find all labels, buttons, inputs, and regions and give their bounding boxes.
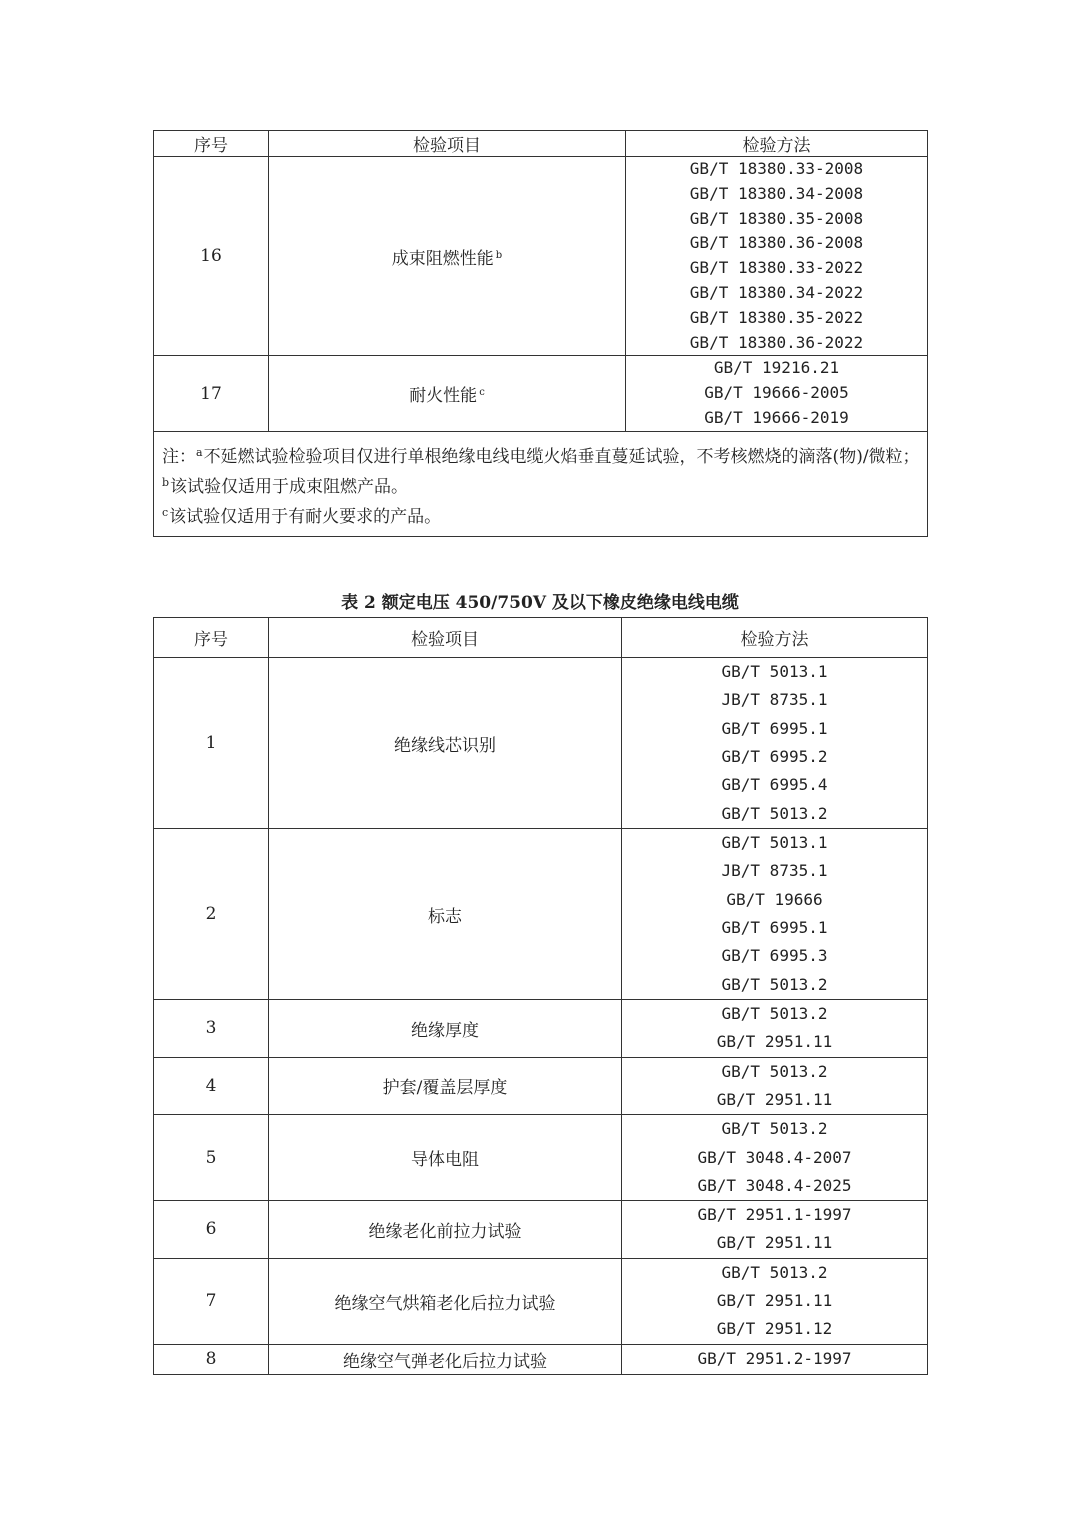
table-row [154, 157, 928, 356]
row-item: 导体电阻 [269, 1115, 622, 1201]
method: GB/T 5013.2 [721, 1004, 828, 1023]
note-mark: a [196, 445, 203, 459]
table-2-caption: 表 2 额定电压 450/750V 及以下橡皮绝缘电线电缆 [341, 593, 739, 613]
row-methods [626, 356, 928, 431]
method: GB/T 3048.4-2007 [697, 1147, 852, 1167]
method: GB/T 18380.35-2008 [689, 208, 864, 228]
row-methods [626, 157, 928, 356]
table-row [154, 829, 928, 1000]
item-label: 耐火性能 [409, 386, 478, 407]
table-row [154, 1344, 928, 1374]
method: GB/T 6995.3 [721, 946, 828, 966]
method: GB/T 2951.11 [716, 1233, 833, 1253]
note-mark: b [162, 475, 170, 489]
note-text: 不延燃试验检验项目仅进行单根绝缘电线电缆火焰垂直蔓延试验，不考核燃烧的滴落(物)/微粒； [203, 446, 920, 467]
method: GB/T 19216.21 [713, 358, 840, 378]
row-item: 绝缘空气弹老化后拉力试验 [269, 1344, 622, 1374]
row-serial: 5 [154, 1115, 269, 1201]
method: GB/T 5013.2 [721, 1061, 828, 1081]
method: GB/T 18380.34-2008 [689, 183, 864, 203]
table-2 [153, 617, 928, 1375]
footnote-mark: b [495, 249, 503, 261]
row-methods [622, 1057, 928, 1115]
method: GB/T 5013.1 [721, 662, 828, 682]
table-row [154, 1000, 928, 1058]
method: GB/T 18380.33-2022 [689, 258, 864, 278]
note-text: 该试验仅适用于成束阻燃产品。 [170, 476, 409, 497]
row-serial: 7 [154, 1258, 269, 1344]
method: GB/T 5013.2 [721, 803, 828, 823]
row-serial: 8 [154, 1344, 269, 1374]
row-serial: 16 [154, 157, 269, 356]
row-serial: 3 [154, 1000, 269, 1058]
row-methods [622, 1344, 928, 1374]
row-item: 护套/覆盖层厚度 [269, 1057, 622, 1115]
row-item [269, 356, 626, 431]
footnote-mark: c [479, 387, 485, 399]
method: GB/T 6995.1 [721, 918, 828, 937]
method: GB/T 5013.2 [721, 1119, 828, 1139]
row-serial: 1 [154, 658, 269, 829]
item-label: 成束阻燃性能 [391, 248, 494, 269]
row-item: 绝缘老化前拉力试验 [269, 1201, 622, 1259]
table-note-row [154, 431, 928, 536]
method: GB/T 19666 [726, 889, 823, 909]
row-item: 绝缘厚度 [269, 1000, 622, 1058]
method: GB/T 2951.11 [716, 1032, 833, 1052]
method: GB/T 5013.2 [721, 1262, 828, 1282]
method: GB/T 6995.1 [721, 718, 828, 738]
method: JB/T 8735.1 [721, 690, 828, 710]
table-2-header-row [154, 618, 928, 658]
header-item: 检验项目 [269, 618, 622, 658]
method: GB/T 5013.1 [721, 833, 828, 853]
note-mark: c [162, 505, 169, 519]
row-methods [622, 1000, 928, 1058]
row-methods [622, 1201, 928, 1259]
header-method: 检验方法 [622, 618, 928, 658]
method: GB/T 2951.11 [716, 1089, 833, 1109]
table-note [154, 431, 928, 536]
method: GB/T 2951.12 [716, 1319, 833, 1339]
row-methods [622, 829, 928, 1000]
row-item [269, 157, 626, 356]
row-serial: 17 [154, 356, 269, 431]
note-c [162, 500, 921, 530]
note-b [162, 470, 921, 500]
row-methods [622, 1258, 928, 1344]
note-text: 该试验仅适用于有耐火要求的产品。 [169, 506, 442, 527]
method: JB/T 8735.1 [721, 861, 828, 881]
table-1-header-row [154, 131, 928, 157]
method: GB/T 3048.4-2025 [697, 1175, 852, 1195]
method: GB/T 18380.34-2022 [689, 282, 864, 302]
method: GB/T 6995.2 [721, 747, 828, 766]
method: GB/T 19666-2019 [704, 407, 849, 427]
method: GB/T 2951.11 [716, 1291, 833, 1311]
method: GB/T 6995.4 [721, 775, 828, 795]
table-row [154, 356, 928, 431]
table-row [154, 1057, 928, 1115]
table-row [154, 658, 928, 829]
method: GB/T 18380.36-2008 [689, 233, 864, 253]
table-1 [153, 130, 928, 537]
row-serial: 6 [154, 1201, 269, 1259]
header-method: 检验方法 [626, 131, 928, 157]
table-row [154, 1201, 928, 1259]
header-item: 检验项目 [269, 131, 626, 157]
method: GB/T 2951.2-1997 [697, 1349, 852, 1369]
header-serial: 序号 [154, 131, 269, 157]
row-item: 绝缘空气烘箱老化后拉力试验 [269, 1258, 622, 1344]
row-methods [622, 1115, 928, 1201]
row-serial: 4 [154, 1057, 269, 1115]
table-row [154, 1258, 928, 1344]
note-a [162, 440, 921, 470]
method: GB/T 18380.36-2022 [689, 332, 864, 352]
method: GB/T 2951.1-1997 [697, 1205, 852, 1225]
method: GB/T 18380.35-2022 [689, 307, 864, 327]
note-prefix: 注： [162, 446, 196, 467]
method: GB/T 19666-2005 [704, 383, 849, 403]
row-serial: 2 [154, 829, 269, 1000]
row-item: 标志 [269, 829, 622, 1000]
method: GB/T 5013.2 [721, 974, 828, 994]
method: GB/T 18380.33-2008 [689, 159, 864, 178]
row-item: 绝缘线芯识别 [269, 658, 622, 829]
header-serial: 序号 [154, 618, 269, 658]
row-methods [622, 658, 928, 829]
table-row [154, 1115, 928, 1201]
